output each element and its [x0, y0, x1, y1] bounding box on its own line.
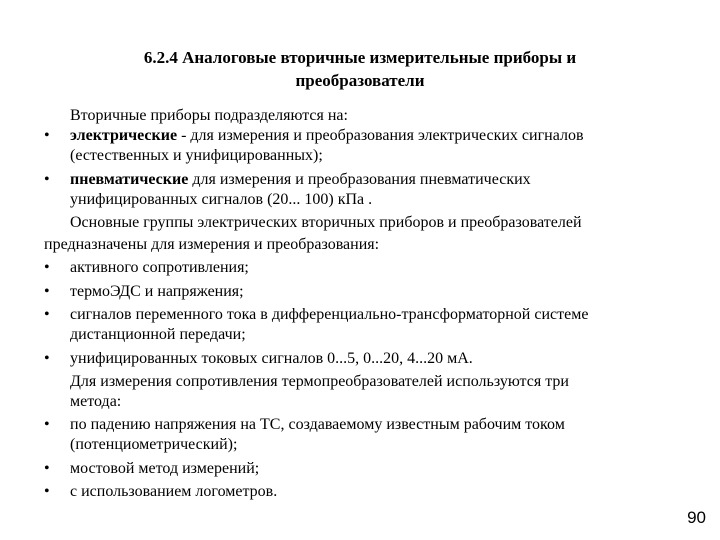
section-title-line-2: преобразователи [295, 71, 425, 90]
list-item: сигналов переменного тока в дифференциально-трансформаторной системе [70, 306, 589, 323]
list-item: мостовой метод измерений; [70, 460, 260, 477]
list-item-pneumatic [70, 170, 531, 190]
list-item-text: - для измерения и преобразования электрических сигналов [177, 127, 584, 144]
page-number: 90 [687, 508, 706, 527]
list-item: с использованием логометров. [70, 483, 278, 500]
paragraph-methods-line-2: метода: [70, 393, 122, 410]
list-item-continuation: дистанционной передачи; [70, 326, 246, 343]
paragraph-methods-line-1: Для измерения сопротивления термопреобразователей используются три [70, 373, 569, 390]
bullet-marker: • [44, 127, 50, 144]
list-item: активного сопротивления; [70, 259, 249, 276]
list-item: унифицированных токовых сигналов 0...5, 0...20, 4...20 мА. [70, 350, 473, 367]
list-item: термоЭДС и напряжения; [70, 283, 244, 300]
bullet-marker: • [44, 460, 50, 477]
bullet-marker: • [44, 416, 50, 433]
bullet-marker: • [44, 350, 50, 367]
bullet-marker: • [44, 259, 50, 276]
list-item-continuation: (естественных и унифицированных); [70, 147, 323, 164]
section-title-line-1: 6.2.4 Аналоговые вторичные измерительные приборы и [143, 48, 577, 67]
intro-text: Вторичные приборы подразделяются на: [70, 107, 348, 124]
list-item: по падению напряжения на ТС, создаваемому известным рабочим током [70, 416, 565, 433]
list-item-electrical [70, 126, 584, 146]
bullet-marker: • [44, 306, 50, 323]
paragraph-main-groups-line-2: предназначены для измерения и преобразования: [44, 236, 380, 253]
bullet-marker: • [44, 283, 50, 300]
list-item-continuation: (потенциометрический); [70, 436, 238, 453]
list-item-continuation: унифицированных сигналов (20... 100) кПа . [70, 191, 373, 208]
paragraph-main-groups-line-1: Основные группы электрических вторичных приборов и преобразователей [70, 214, 582, 231]
term-pneumatic: пневматические [70, 171, 189, 188]
term-electrical: электрические [70, 127, 178, 144]
list-item-text: для измерения и преобразования пневматических [188, 171, 531, 188]
bullet-marker: • [44, 171, 50, 188]
bullet-marker: • [44, 483, 50, 500]
